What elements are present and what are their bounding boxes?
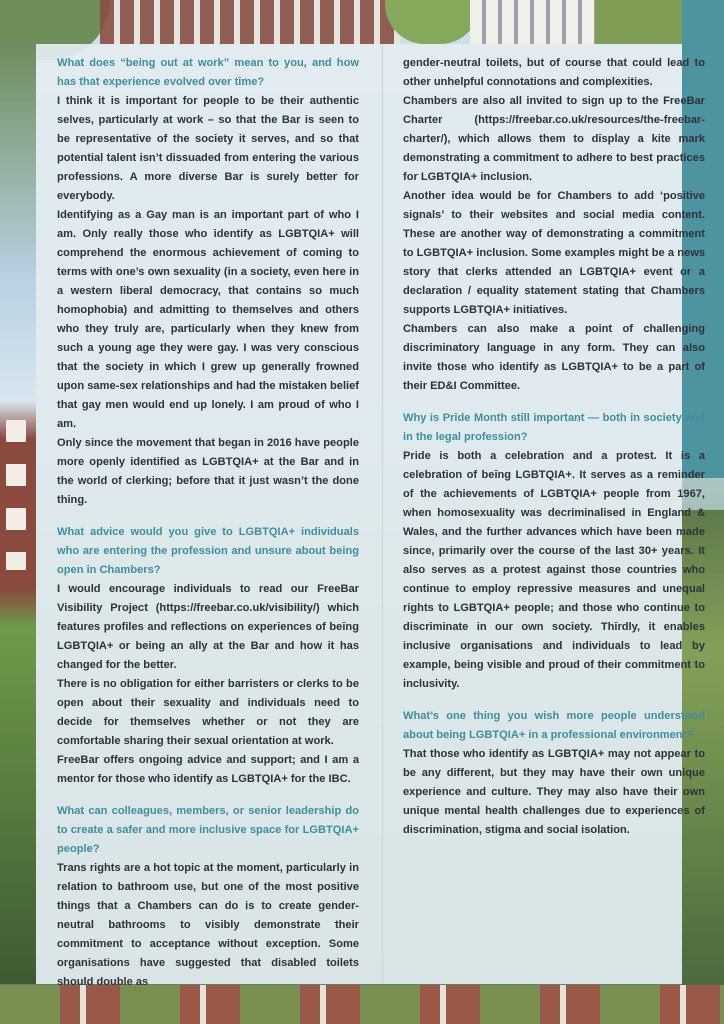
answer-paragraph: Another idea would be for Chambers to add ‘positive signals’ to their websites and social media content. These are another way of demonstrating a commitment to LGBTQIA+ inclusion. Some examples might be a news story that clerks attended an LGBTQIA+ event or a declaration / equality statement stating that Chambers supports LGBTQIA+ initiatives. (403, 190, 705, 316)
tree-top-right (595, 0, 685, 44)
section-gap (57, 789, 359, 802)
answer-paragraph: I think it is important for people to be their authentic selves, particularly at work – so that the Bar is seen to be representative of the society it serves, and so that potential talent isn’t dissuaded from entering the various professions. A more diverse Bar is surely better for everybody. (57, 95, 359, 202)
question-heading: What does “being out at work” mean to you, and how has that experience evolved over time? (57, 57, 359, 88)
answer-paragraph: There is no obligation for either barristers or clerks to be open about their sexuality and individuals need to decide for themselves whether or not they are comfortable sharing their sexual orientation at work. (57, 678, 359, 747)
right-column (403, 54, 705, 840)
answer-paragraph: Chambers can also make a point of challenging discriminatory language in any form. They can also invite those who identify as LGBTQIA+ to be a part of their ED&I Committee. (403, 323, 705, 392)
answer-paragraph: Chambers are also all invited to sign up to the FreeBar Charter (https://freebar.co.uk/resources/the-freebar-charter/), which allows them to display a kite mark demonstrating a commitment to adhere to best practices for LGBTQIA+ inclusion. (403, 95, 705, 183)
left-column (57, 54, 359, 992)
column-divider (382, 44, 383, 984)
building-top (100, 0, 400, 44)
question-heading: Why is Pride Month still important — both in society and in the legal profession? (403, 412, 705, 443)
question-heading: What advice would you give to LGBTQIA+ individuals who are entering the profession and unsure about being open in Chambers? (57, 526, 359, 576)
answer-paragraph: Trans rights are a hot topic at the moment, particularly in relation to bathroom use, but one of the most positive things that a Chambers can do is to create gender-neutral bathrooms to visibly demonstrate their commitment to acceptance without exception. Some organisations have suggested that disabled toilets should double as (57, 862, 359, 988)
content-panel (36, 44, 705, 988)
building-top-right (470, 0, 600, 44)
left-building-windows (6, 420, 26, 570)
answer-paragraph: Only since the movement that began in 2016 have people more openly identified as LGBTQIA+ at the Bar and in the world of clerking; before that it just wasn’t the done thing. (57, 437, 359, 506)
section-gap (403, 694, 705, 707)
answer-paragraph: gender-neutral toilets, but of course that could lead to other unhelpful connotations and complexities. (403, 57, 705, 88)
answer-paragraph: FreeBar offers ongoing advice and support; and I am a mentor for those who identify as LGBTQIA+ for the IBC. (57, 754, 359, 785)
section-gap (57, 510, 359, 523)
question-heading: What’s one thing you wish more people understood about being LGBTQIA+ in a professional environment? (403, 710, 705, 741)
answer-paragraph: I would encourage individuals to read our FreeBar Visibility Project (https://freebar.co.uk/visibility/) which features profiles and reflections on experiences of being LGBTQIA+ or being an ally at the Bar and how it has changed for the better. (57, 583, 359, 671)
answer-paragraph: Identifying as a Gay man is an important part of who I am. Only really those who identify as LGBTQIA+ will comprehend the enormous achievement of coming to terms with one’s own sexuality (in a society, even here in a western liberal democracy, that contains so much homophobia) and admitting to themselves and others who they truly are, particularly when they knew from such a young age they were gay. I was very conscious that the society in which I grew up generally frowned upon same-sex relationships and had the mistaken belief that gay men would end up lonely. I am proud of who I am. (57, 209, 359, 430)
answer-paragraph: That those who identify as LGBTQIA+ may not appear to be any different, but they may have their own unique experience and culture. They may also have their own unique mental health challenges due to experiences of discrimination, stigma and social isolation. (403, 748, 705, 836)
answer-paragraph: Pride is both a celebration and a protest. It is a celebration of being LGBTQIA+. It serves as a reminder of the achievements of LGBTQIA+ people from 1967, when homosexuality was decriminalised in England & Wales, and the further advances which have been made since, primarily over the course of the last 30+ years. It also serves as a protest against those countries who continue to employ repressive measures and unequal rights to LGBTQIA+ people; and those who continue to discriminate in our own society. Thirdly, it enables inclusive organisations and individuals to lead by example, being visible and proud of their commitment to inclusivity. (403, 450, 705, 690)
section-gap (403, 396, 705, 409)
question-heading: What can colleagues, members, or senior leadership do to create a safer and more inclusive space for LGBTQIA+ people? (57, 805, 359, 855)
